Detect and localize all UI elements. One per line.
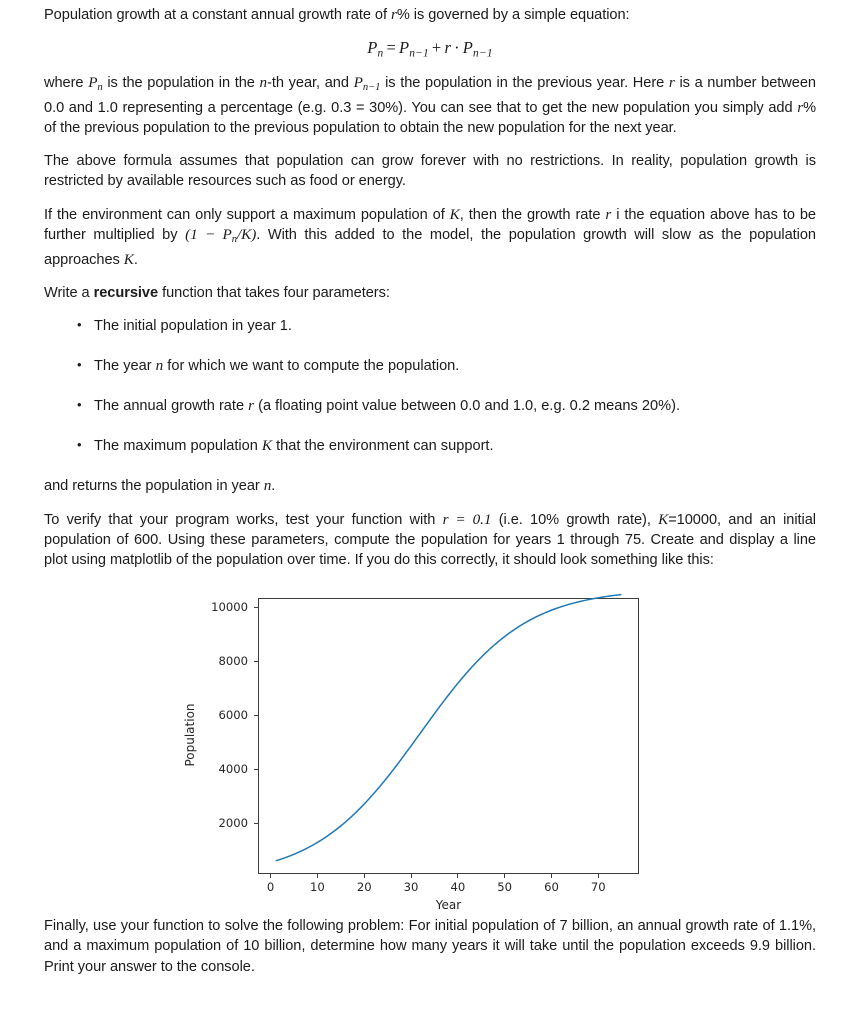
y-tick-label: 2000	[218, 815, 248, 830]
eq-p-n: P	[367, 38, 378, 58]
symbol-r-4: r	[605, 205, 612, 223]
carry-text-5: .	[133, 251, 138, 268]
y-tick-mark	[254, 715, 258, 716]
symbol-r-2: r	[668, 73, 675, 91]
verify-paragraph	[44, 510, 816, 571]
bullet-text-1: The maximum population	[94, 438, 262, 455]
parameter-list	[44, 316, 816, 456]
x-tick-mark	[504, 874, 505, 878]
symbol-p: P	[88, 73, 98, 91]
finally-paragraph: Finally, use your function to solve the following problem: For initial population of 7 billion, an annual growth rate of 1.1%, and a maximum population of 10 billion, determine how many years it will take until the population exceeds 9.9 billion. Print your answer to the console.	[44, 918, 816, 975]
y-tick-mark	[254, 607, 258, 608]
x-tick-label: 20	[356, 880, 372, 895]
write-recursive-paragraph	[44, 283, 816, 303]
recursive-bold: recursive	[93, 285, 159, 302]
symbol-n-2: n	[263, 477, 272, 495]
where-text-1: where	[44, 74, 89, 91]
x-tick-label: 60	[544, 880, 559, 895]
symbol-p-n	[88, 74, 102, 91]
x-tick-label: 70	[590, 880, 606, 895]
carry-text-3: i the equation above has to be further multiplied by	[44, 206, 816, 243]
logistic-factor	[185, 226, 256, 243]
x-axis-label: Year	[435, 898, 462, 913]
x-tick-label: 30	[403, 880, 419, 895]
x-tick-label: 0	[266, 880, 275, 895]
logistic-factor-b: /K)	[236, 225, 257, 243]
returns-text: and returns the population in year	[44, 478, 264, 495]
list-item	[94, 436, 816, 456]
bullet-math: K	[261, 437, 273, 455]
y-tick-label: 8000	[218, 653, 248, 668]
y-tick-label: 10000	[211, 599, 248, 614]
logistic-factor-sub: n	[231, 233, 237, 245]
x-tick-mark	[551, 874, 552, 878]
carry-text-1: If the environment can only support a maximum population of	[44, 206, 450, 223]
eq-r: r	[444, 38, 452, 58]
bullet-math: r	[248, 397, 255, 415]
carrying-capacity-paragraph	[44, 205, 816, 271]
y-tick-mark	[254, 823, 258, 824]
symbol-k-2: K	[123, 250, 134, 268]
bullet-text-1: The initial population in year 1.	[94, 318, 292, 335]
where-text-4: is the population in the previous year. Here	[380, 74, 669, 91]
population-curve	[259, 599, 638, 873]
symbol-r: r	[390, 6, 397, 23]
symbol-p-sub: n	[97, 81, 103, 93]
symbol-k: K	[449, 205, 460, 223]
eq-p-nm1-b-sub: n−1	[473, 47, 493, 60]
list-item	[94, 316, 816, 336]
x-tick-mark	[457, 874, 458, 878]
bullet-text-1: The annual growth rate	[94, 398, 249, 415]
symbol-p2-sub: n−1	[362, 81, 381, 93]
bullet-math: n	[155, 357, 164, 375]
chart-canvas	[0, 586, 862, 916]
logistic-factor-a: (1 − P	[185, 225, 232, 243]
verify-text-3: =10000, and an initial population of 600. Using these parameters, compute the population for years 1 through 75. Create and display a line plot using matplotlib of the population over time. If you do this correctly, it should look something like this:	[44, 511, 817, 568]
bullet-text-2: for which we want to compute the population.	[163, 358, 460, 375]
y-tick-mark	[254, 769, 258, 770]
symbol-n: n	[259, 73, 268, 91]
y-tick-mark	[254, 661, 258, 662]
growth-equation: $P_n = P_{n-1} + r \cdot P_{n-1}$	[367, 38, 493, 60]
write-text-1: Write a	[44, 285, 94, 302]
population-chart-figure	[0, 586, 862, 916]
eq-p-n-sub: n	[377, 47, 384, 60]
returns-paragraph	[44, 476, 816, 496]
carry-text-4: . With this added to the model, the population growth will slow as the population approaches	[44, 226, 816, 268]
where-text-2: is the population in the	[102, 74, 260, 91]
y-tick-label: 4000	[218, 761, 248, 776]
where-text-5: is a number between 0.0 and 1.0 representing a percentage (e.g. 0.3 = 30%). You can see that to get the new population you simply add	[44, 74, 816, 116]
x-tick-mark	[364, 874, 365, 878]
y-tick-label: 6000	[218, 707, 248, 722]
plot-area	[258, 598, 639, 874]
x-tick-mark	[598, 874, 599, 878]
where-text-6: % of the previous population to the previous population to obtain the new population for the next year.	[44, 99, 816, 136]
verify-r-value: r = 0.1	[442, 510, 492, 528]
where-paragraph	[44, 73, 816, 139]
eq-p-nm1-a-sub: n−1	[409, 47, 429, 60]
verify-k-symbol: K	[658, 510, 669, 528]
write-text-2: function that takes four parameters:	[158, 285, 390, 302]
intro-paragraph	[44, 0, 816, 25]
y-axis-label: Population	[183, 703, 197, 767]
symbol-p2: P	[353, 73, 363, 91]
returns-period: .	[271, 478, 276, 495]
intro-text-before: Population growth at a constant annual growth rate of	[44, 7, 391, 23]
carry-text-2: , then the growth rate	[459, 206, 606, 223]
intro-text-after: % is governed by a simple equation:	[396, 7, 630, 23]
verify-text-1: To verify that your program works, test your function with	[44, 511, 443, 528]
x-tick-mark	[411, 874, 412, 878]
restrictions-paragraph: The above formula assumes that population can grow forever with no restrictions. In reality, population growth is restricted by available resources such as food or energy.	[44, 153, 816, 190]
list-item	[94, 396, 816, 416]
eq-p-nm1-a: P	[398, 38, 410, 58]
symbol-p-nm1	[354, 74, 381, 91]
bullet-text-2: (a floating point value between 0.0 and 1.0, e.g. 0.2 means 20%).	[254, 398, 680, 415]
x-tick-label: 50	[497, 880, 513, 895]
list-item	[94, 356, 816, 376]
where-text-3: -th year, and	[267, 74, 354, 91]
equation-block	[44, 38, 816, 59]
x-tick-mark	[317, 874, 318, 878]
eq-p-nm1-b: P	[462, 38, 474, 58]
x-tick-label: 40	[450, 880, 466, 895]
bullet-text-2: that the environment can support.	[272, 438, 494, 455]
symbol-r-3: r	[797, 98, 804, 116]
x-tick-label: 10	[310, 880, 325, 895]
verify-text-2: (i.e. 10% growth rate),	[491, 511, 659, 528]
x-tick-mark	[270, 874, 271, 878]
bullet-text-1: The year	[94, 358, 156, 375]
